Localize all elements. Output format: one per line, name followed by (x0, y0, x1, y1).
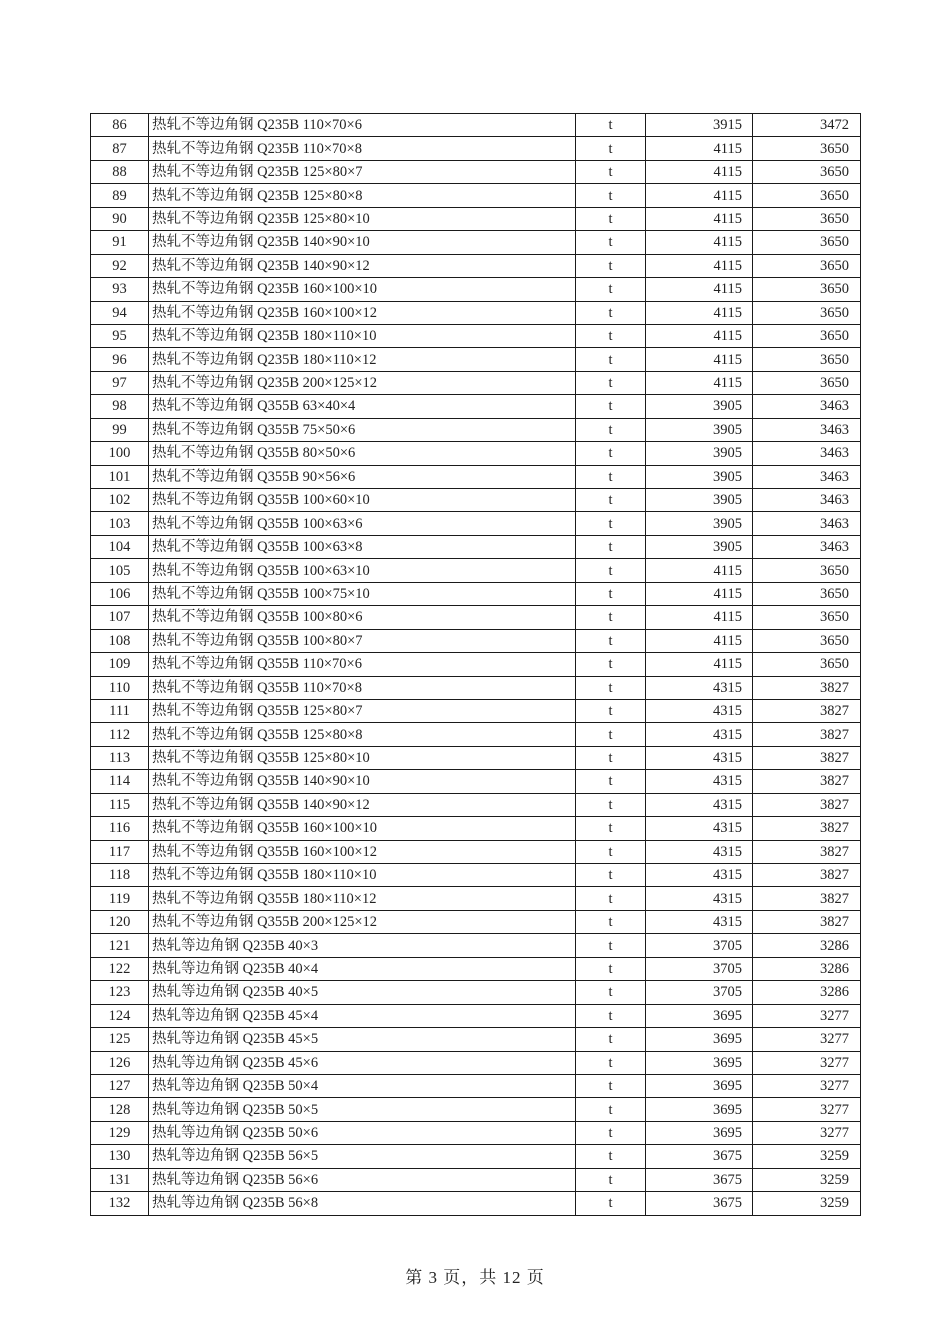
row-number-cell: 118 (91, 864, 149, 887)
price-tax-incl-cell: 4115 (646, 160, 753, 183)
row-number-cell: 123 (91, 981, 149, 1004)
unit-cell: t (576, 231, 646, 254)
table-body (91, 114, 861, 1216)
price-tax-incl-cell: 3905 (646, 465, 753, 488)
table-row (91, 1145, 861, 1168)
row-number-cell: 101 (91, 465, 149, 488)
table-row (91, 512, 861, 535)
unit-cell: t (576, 137, 646, 160)
item-name-cell: 热轧不等边角钢 Q235B 110×70×8 (149, 137, 576, 160)
row-number-cell: 94 (91, 301, 149, 324)
unit-cell: t (576, 864, 646, 887)
price-tax-excl-cell: 3259 (753, 1192, 861, 1215)
price-tax-excl-cell: 3463 (753, 418, 861, 441)
table-row (91, 910, 861, 933)
row-number-cell: 122 (91, 957, 149, 980)
unit-cell: t (576, 1074, 646, 1097)
price-tax-excl-cell: 3827 (753, 699, 861, 722)
row-number-cell: 93 (91, 278, 149, 301)
price-tax-incl-cell: 4115 (646, 324, 753, 347)
price-tax-incl-cell: 3705 (646, 957, 753, 980)
unit-cell: t (576, 324, 646, 347)
item-name-cell: 热轧不等边角钢 Q355B 110×70×6 (149, 653, 576, 676)
price-tax-excl-cell: 3286 (753, 957, 861, 980)
row-number-cell: 125 (91, 1028, 149, 1051)
table-row (91, 629, 861, 652)
table-row (91, 770, 861, 793)
row-number-cell: 119 (91, 887, 149, 910)
price-tax-excl-cell: 3650 (753, 371, 861, 394)
table-row (91, 254, 861, 277)
table-row (91, 840, 861, 863)
unit-cell: t (576, 723, 646, 746)
price-tax-incl-cell: 3675 (646, 1192, 753, 1215)
item-name-cell: 热轧不等边角钢 Q355B 100×63×10 (149, 559, 576, 582)
table-row (91, 934, 861, 957)
price-tax-incl-cell: 4115 (646, 207, 753, 230)
price-tax-incl-cell: 4315 (646, 770, 753, 793)
price-tax-excl-cell: 3827 (753, 746, 861, 769)
table-row (91, 137, 861, 160)
row-number-cell: 89 (91, 184, 149, 207)
price-tax-excl-cell: 3650 (753, 231, 861, 254)
price-tax-excl-cell: 3827 (753, 723, 861, 746)
item-name-cell: 热轧不等边角钢 Q355B 140×90×12 (149, 793, 576, 816)
unit-cell: t (576, 582, 646, 605)
unit-cell: t (576, 629, 646, 652)
unit-cell: t (576, 278, 646, 301)
row-number-cell: 124 (91, 1004, 149, 1027)
row-number-cell: 127 (91, 1074, 149, 1097)
item-name-cell: 热轧不等边角钢 Q355B 100×60×10 (149, 489, 576, 512)
price-tax-incl-cell: 3905 (646, 512, 753, 535)
unit-cell: t (576, 301, 646, 324)
unit-cell: t (576, 371, 646, 394)
price-tax-excl-cell: 3277 (753, 1098, 861, 1121)
row-number-cell: 87 (91, 137, 149, 160)
row-number-cell: 116 (91, 817, 149, 840)
price-tax-excl-cell: 3650 (753, 629, 861, 652)
table-row (91, 278, 861, 301)
price-tax-incl-cell: 4315 (646, 793, 753, 816)
unit-cell: t (576, 957, 646, 980)
price-tax-excl-cell: 3259 (753, 1168, 861, 1191)
price-tax-incl-cell: 4315 (646, 840, 753, 863)
price-tax-excl-cell: 3827 (753, 864, 861, 887)
table-row (91, 1028, 861, 1051)
unit-cell: t (576, 934, 646, 957)
unit-cell: t (576, 793, 646, 816)
price-tax-incl-cell: 4115 (646, 184, 753, 207)
unit-cell: t (576, 395, 646, 418)
price-tax-incl-cell: 3905 (646, 395, 753, 418)
item-name-cell: 热轧不等边角钢 Q355B 80×50×6 (149, 442, 576, 465)
row-number-cell: 109 (91, 653, 149, 676)
row-number-cell: 132 (91, 1192, 149, 1215)
row-number-cell: 91 (91, 231, 149, 254)
item-name-cell: 热轧等边角钢 Q235B 56×5 (149, 1145, 576, 1168)
item-name-cell: 热轧不等边角钢 Q355B 100×63×8 (149, 535, 576, 558)
table-row (91, 1074, 861, 1097)
price-tax-incl-cell: 4115 (646, 301, 753, 324)
item-name-cell: 热轧不等边角钢 Q235B 180×110×12 (149, 348, 576, 371)
item-name-cell: 热轧等边角钢 Q235B 40×4 (149, 957, 576, 980)
item-name-cell: 热轧等边角钢 Q235B 40×5 (149, 981, 576, 1004)
price-tax-incl-cell: 4115 (646, 371, 753, 394)
price-tax-incl-cell: 3705 (646, 981, 753, 1004)
price-tax-excl-cell: 3259 (753, 1145, 861, 1168)
unit-cell: t (576, 1145, 646, 1168)
unit-cell: t (576, 489, 646, 512)
item-name-cell: 热轧不等边角钢 Q235B 125×80×8 (149, 184, 576, 207)
table-row (91, 1168, 861, 1191)
price-tax-incl-cell: 3695 (646, 1051, 753, 1074)
unit-cell: t (576, 1028, 646, 1051)
price-tax-excl-cell: 3286 (753, 981, 861, 1004)
price-tax-incl-cell: 4315 (646, 817, 753, 840)
row-number-cell: 102 (91, 489, 149, 512)
price-tax-excl-cell: 3277 (753, 1051, 861, 1074)
unit-cell: t (576, 184, 646, 207)
row-number-cell: 100 (91, 442, 149, 465)
item-name-cell: 热轧不等边角钢 Q355B 63×40×4 (149, 395, 576, 418)
table-row (91, 207, 861, 230)
row-number-cell: 96 (91, 348, 149, 371)
unit-cell: t (576, 746, 646, 769)
item-name-cell: 热轧不等边角钢 Q355B 125×80×10 (149, 746, 576, 769)
price-tax-incl-cell: 4115 (646, 582, 753, 605)
item-name-cell: 热轧等边角钢 Q235B 50×5 (149, 1098, 576, 1121)
table-row (91, 465, 861, 488)
price-tax-incl-cell: 4115 (646, 629, 753, 652)
table-row (91, 489, 861, 512)
price-tax-excl-cell: 3650 (753, 160, 861, 183)
item-name-cell: 热轧不等边角钢 Q355B 75×50×6 (149, 418, 576, 441)
price-tax-excl-cell: 3650 (753, 278, 861, 301)
table-row (91, 887, 861, 910)
price-tax-incl-cell: 4115 (646, 231, 753, 254)
item-name-cell: 热轧不等边角钢 Q355B 180×110×12 (149, 887, 576, 910)
row-number-cell: 113 (91, 746, 149, 769)
unit-cell: t (576, 254, 646, 277)
row-number-cell: 130 (91, 1145, 149, 1168)
table-row (91, 418, 861, 441)
price-tax-excl-cell: 3827 (753, 793, 861, 816)
unit-cell: t (576, 981, 646, 1004)
price-tax-excl-cell: 3277 (753, 1028, 861, 1051)
price-tax-excl-cell: 3650 (753, 582, 861, 605)
item-name-cell: 热轧不等边角钢 Q355B 90×56×6 (149, 465, 576, 488)
table-row (91, 1004, 861, 1027)
row-number-cell: 126 (91, 1051, 149, 1074)
price-tax-excl-cell: 3650 (753, 254, 861, 277)
table-row (91, 160, 861, 183)
item-name-cell: 热轧不等边角钢 Q355B 110×70×8 (149, 676, 576, 699)
price-tax-incl-cell: 4315 (646, 864, 753, 887)
price-tax-excl-cell: 3463 (753, 395, 861, 418)
item-name-cell: 热轧不等边角钢 Q235B 110×70×6 (149, 114, 576, 137)
price-tax-excl-cell: 3650 (753, 606, 861, 629)
row-number-cell: 129 (91, 1121, 149, 1144)
row-number-cell: 120 (91, 910, 149, 933)
row-number-cell: 131 (91, 1168, 149, 1191)
row-number-cell: 103 (91, 512, 149, 535)
unit-cell: t (576, 160, 646, 183)
price-tax-incl-cell: 4115 (646, 606, 753, 629)
item-name-cell: 热轧等边角钢 Q235B 45×5 (149, 1028, 576, 1051)
unit-cell: t (576, 770, 646, 793)
price-tax-incl-cell: 4315 (646, 723, 753, 746)
table-row (91, 184, 861, 207)
price-tax-excl-cell: 3650 (753, 207, 861, 230)
price-tax-incl-cell: 4315 (646, 910, 753, 933)
unit-cell: t (576, 1192, 646, 1215)
row-number-cell: 104 (91, 535, 149, 558)
row-number-cell: 86 (91, 114, 149, 137)
table-row (91, 1051, 861, 1074)
row-number-cell: 105 (91, 559, 149, 582)
row-number-cell: 88 (91, 160, 149, 183)
unit-cell: t (576, 465, 646, 488)
price-tax-incl-cell: 3695 (646, 1028, 753, 1051)
unit-cell: t (576, 348, 646, 371)
price-tax-excl-cell: 3827 (753, 676, 861, 699)
row-number-cell: 117 (91, 840, 149, 863)
table-row (91, 957, 861, 980)
row-number-cell: 128 (91, 1098, 149, 1121)
price-tax-excl-cell: 3650 (753, 653, 861, 676)
table-row (91, 559, 861, 582)
row-number-cell: 115 (91, 793, 149, 816)
item-name-cell: 热轧等边角钢 Q235B 56×6 (149, 1168, 576, 1191)
unit-cell: t (576, 1168, 646, 1191)
unit-cell: t (576, 559, 646, 582)
price-tax-incl-cell: 4315 (646, 699, 753, 722)
unit-cell: t (576, 887, 646, 910)
price-tax-incl-cell: 4115 (646, 653, 753, 676)
page-number-footer: 第 3 页，共 12 页 (405, 1268, 545, 1287)
unit-cell: t (576, 418, 646, 441)
item-name-cell: 热轧不等边角钢 Q235B 140×90×10 (149, 231, 576, 254)
table-row (91, 699, 861, 722)
price-tax-incl-cell: 3705 (646, 934, 753, 957)
price-tax-excl-cell: 3277 (753, 1074, 861, 1097)
table-row (91, 676, 861, 699)
item-name-cell: 热轧不等边角钢 Q355B 180×110×10 (149, 864, 576, 887)
unit-cell: t (576, 606, 646, 629)
item-name-cell: 热轧不等边角钢 Q235B 125×80×7 (149, 160, 576, 183)
price-tax-excl-cell: 3463 (753, 489, 861, 512)
price-tax-incl-cell: 3675 (646, 1168, 753, 1191)
unit-cell: t (576, 1051, 646, 1074)
unit-cell: t (576, 840, 646, 863)
row-number-cell: 108 (91, 629, 149, 652)
price-tax-incl-cell: 4115 (646, 559, 753, 582)
unit-cell: t (576, 535, 646, 558)
item-name-cell: 热轧不等边角钢 Q355B 125×80×7 (149, 699, 576, 722)
price-tax-incl-cell: 3905 (646, 489, 753, 512)
item-name-cell: 热轧等边角钢 Q235B 50×6 (149, 1121, 576, 1144)
price-tax-incl-cell: 4315 (646, 676, 753, 699)
table-row (91, 1121, 861, 1144)
price-tax-excl-cell: 3277 (753, 1004, 861, 1027)
item-name-cell: 热轧不等边角钢 Q355B 100×63×6 (149, 512, 576, 535)
price-tax-incl-cell: 4115 (646, 254, 753, 277)
price-tax-incl-cell: 3695 (646, 1004, 753, 1027)
table-row (91, 1192, 861, 1215)
price-tax-excl-cell: 3463 (753, 512, 861, 535)
price-tax-incl-cell: 4315 (646, 887, 753, 910)
item-name-cell: 热轧等边角钢 Q235B 45×4 (149, 1004, 576, 1027)
price-tax-incl-cell: 4115 (646, 348, 753, 371)
price-tax-incl-cell: 3695 (646, 1098, 753, 1121)
price-tax-incl-cell: 4315 (646, 746, 753, 769)
table-row (91, 301, 861, 324)
unit-cell: t (576, 207, 646, 230)
item-name-cell: 热轧不等边角钢 Q235B 200×125×12 (149, 371, 576, 394)
unit-cell: t (576, 512, 646, 535)
unit-cell: t (576, 817, 646, 840)
price-tax-excl-cell: 3827 (753, 817, 861, 840)
table-row (91, 324, 861, 347)
item-name-cell: 热轧不等边角钢 Q355B 140×90×10 (149, 770, 576, 793)
price-tax-incl-cell: 3905 (646, 535, 753, 558)
table-row (91, 793, 861, 816)
table-row (91, 746, 861, 769)
item-name-cell: 热轧不等边角钢 Q355B 100×75×10 (149, 582, 576, 605)
table-row (91, 653, 861, 676)
price-tax-incl-cell: 3695 (646, 1074, 753, 1097)
item-name-cell: 热轧不等边角钢 Q355B 100×80×6 (149, 606, 576, 629)
table-row (91, 395, 861, 418)
item-name-cell: 热轧等边角钢 Q235B 56×8 (149, 1192, 576, 1215)
price-tax-excl-cell: 3827 (753, 840, 861, 863)
unit-cell: t (576, 699, 646, 722)
price-tax-excl-cell: 3463 (753, 442, 861, 465)
price-tax-incl-cell: 4115 (646, 137, 753, 160)
table-row (91, 348, 861, 371)
item-name-cell: 热轧不等边角钢 Q355B 100×80×7 (149, 629, 576, 652)
item-name-cell: 热轧等边角钢 Q235B 40×3 (149, 934, 576, 957)
item-name-cell: 热轧不等边角钢 Q235B 180×110×10 (149, 324, 576, 347)
price-tax-excl-cell: 3463 (753, 465, 861, 488)
row-number-cell: 95 (91, 324, 149, 347)
price-tax-excl-cell: 3463 (753, 535, 861, 558)
row-number-cell: 110 (91, 676, 149, 699)
table-row (91, 442, 861, 465)
row-number-cell: 99 (91, 418, 149, 441)
unit-cell: t (576, 676, 646, 699)
row-number-cell: 111 (91, 699, 149, 722)
row-number-cell: 106 (91, 582, 149, 605)
table-row (91, 864, 861, 887)
price-tax-incl-cell: 4115 (646, 278, 753, 301)
unit-cell: t (576, 442, 646, 465)
item-name-cell: 热轧不等边角钢 Q235B 140×90×12 (149, 254, 576, 277)
unit-cell: t (576, 653, 646, 676)
price-tax-incl-cell: 3915 (646, 114, 753, 137)
table-row (91, 1098, 861, 1121)
row-number-cell: 92 (91, 254, 149, 277)
item-name-cell: 热轧等边角钢 Q235B 45×6 (149, 1051, 576, 1074)
table-row (91, 582, 861, 605)
price-table (90, 113, 861, 1216)
price-tax-incl-cell: 3905 (646, 442, 753, 465)
price-tax-incl-cell: 3675 (646, 1145, 753, 1168)
row-number-cell: 112 (91, 723, 149, 746)
item-name-cell: 热轧不等边角钢 Q355B 160×100×10 (149, 817, 576, 840)
price-tax-excl-cell: 3650 (753, 184, 861, 207)
unit-cell: t (576, 114, 646, 137)
table-row (91, 114, 861, 137)
row-number-cell: 98 (91, 395, 149, 418)
unit-cell: t (576, 910, 646, 933)
price-tax-excl-cell: 3827 (753, 770, 861, 793)
item-name-cell: 热轧不等边角钢 Q355B 200×125×12 (149, 910, 576, 933)
price-tax-excl-cell: 3650 (753, 559, 861, 582)
price-tax-excl-cell: 3650 (753, 348, 861, 371)
item-name-cell: 热轧不等边角钢 Q235B 160×100×12 (149, 301, 576, 324)
item-name-cell: 热轧不等边角钢 Q355B 125×80×8 (149, 723, 576, 746)
table-row (91, 817, 861, 840)
price-tax-excl-cell: 3827 (753, 887, 861, 910)
table-row (91, 535, 861, 558)
table-row (91, 981, 861, 1004)
table-row (91, 231, 861, 254)
unit-cell: t (576, 1098, 646, 1121)
row-number-cell: 121 (91, 934, 149, 957)
row-number-cell: 97 (91, 371, 149, 394)
row-number-cell: 114 (91, 770, 149, 793)
item-name-cell: 热轧不等边角钢 Q355B 160×100×12 (149, 840, 576, 863)
table-row (91, 723, 861, 746)
row-number-cell: 107 (91, 606, 149, 629)
price-tax-excl-cell: 3827 (753, 910, 861, 933)
unit-cell: t (576, 1121, 646, 1144)
item-name-cell: 热轧等边角钢 Q235B 50×4 (149, 1074, 576, 1097)
price-tax-incl-cell: 3905 (646, 418, 753, 441)
price-tax-incl-cell: 3695 (646, 1121, 753, 1144)
price-tax-excl-cell: 3277 (753, 1121, 861, 1144)
price-tax-excl-cell: 3650 (753, 301, 861, 324)
price-tax-excl-cell: 3472 (753, 114, 861, 137)
unit-cell: t (576, 1004, 646, 1027)
price-tax-excl-cell: 3650 (753, 324, 861, 347)
row-number-cell: 90 (91, 207, 149, 230)
price-tax-excl-cell: 3286 (753, 934, 861, 957)
table-row (91, 606, 861, 629)
item-name-cell: 热轧不等边角钢 Q235B 125×80×10 (149, 207, 576, 230)
item-name-cell: 热轧不等边角钢 Q235B 160×100×10 (149, 278, 576, 301)
price-tax-excl-cell: 3650 (753, 137, 861, 160)
table-row (91, 371, 861, 394)
